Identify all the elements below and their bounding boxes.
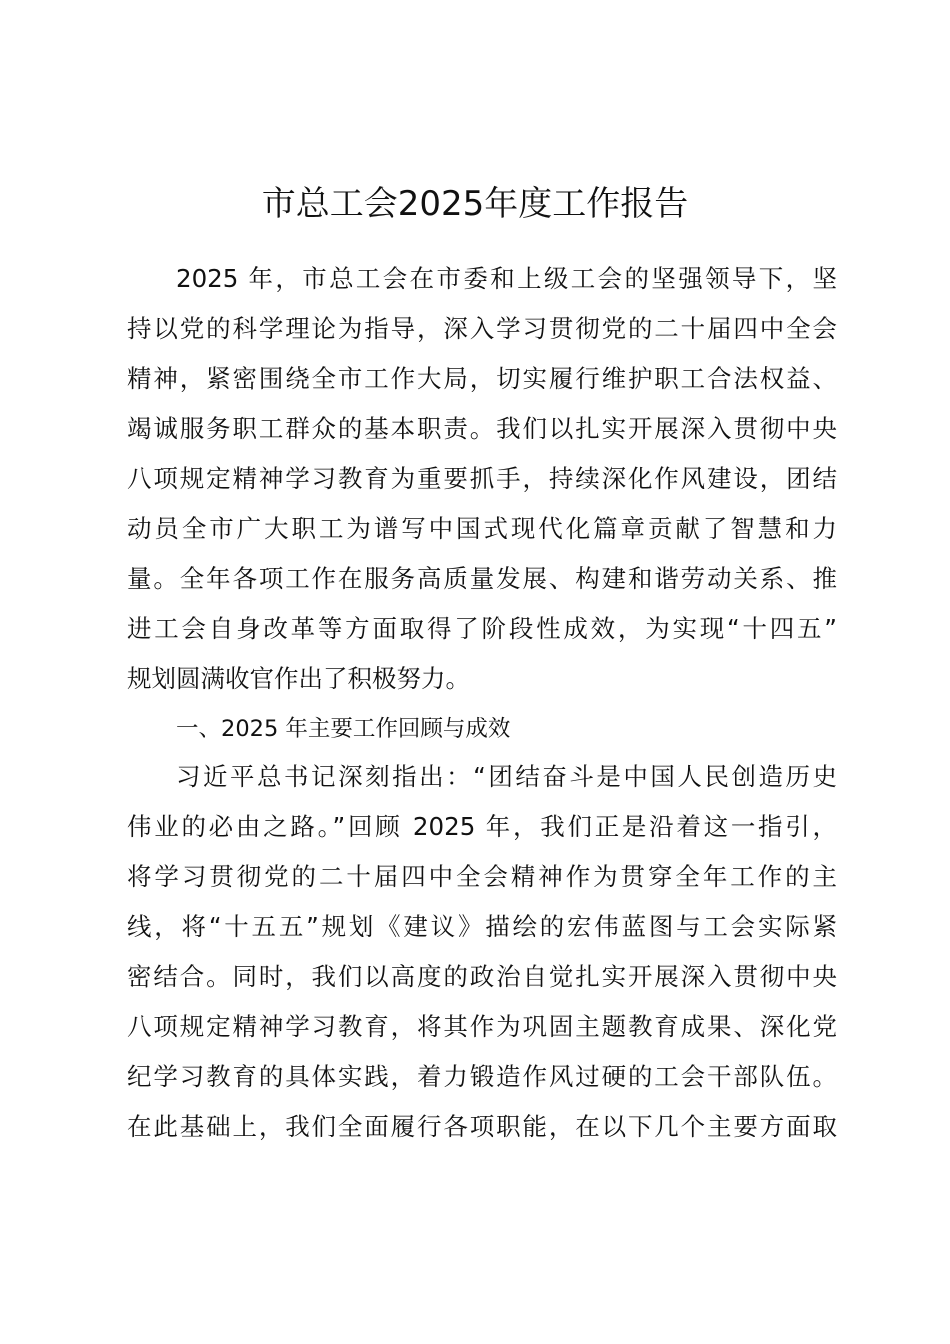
paragraph-3-line-4: 线，将“十五五”规划《建议》描绘的宏伟蓝图与工会实际紧 — [127, 912, 837, 941]
paragraph-3-line-6: 八项规定精神学习教育，将其作为巩固主题教育成果、深化党 — [127, 1012, 837, 1041]
document-title: 市总工会2025年度工作报告 — [261, 184, 689, 224]
paragraph-3-line-3: 将学习贯彻党的二十届四中全会精神作为贯穿全年工作的主 — [127, 862, 837, 891]
paragraph-1-line-3: 精神，紧密围绕全市工作大局，切实履行维护职工合法权益、 — [127, 364, 837, 393]
paragraph-3-line-7: 纪学习教育的具体实践，着力锻造作风过硬的工会干部队伍。 — [127, 1062, 837, 1091]
paragraph-3-line-2: 伟业的必由之路。”回顾 2025 年，我们正是沿着这一指引， — [127, 812, 837, 841]
paragraph-1-line-1: 2025 年，市总工会在市委和上级工会的坚强领导下，坚 — [176, 264, 837, 293]
paragraph-1-line-9: 规划圆满收官作出了积极努力。 — [127, 664, 470, 693]
paragraph-1-line-8: 进工会自身改革等方面取得了阶段性成效，为实现“十四五” — [127, 614, 837, 643]
paragraph-3-line-5: 密结合。同时，我们以高度的政治自觉扎实开展深入贯彻中央 — [127, 962, 837, 991]
paragraph-1-line-4: 竭诚服务职工群众的基本职责。我们以扎实开展深入贯彻中央 — [127, 414, 837, 443]
paragraph-3-line-8: 在此基础上，我们全面履行各项职能，在以下几个主要方面取 — [127, 1112, 837, 1141]
paragraph-1-line-7: 量。全年各项工作在服务高质量发展、构建和谐劳动关系、推 — [127, 564, 837, 593]
paragraph-1-line-6: 动员全市广大职工为谱写中国式现代化篇章贡献了智慧和力 — [127, 514, 837, 543]
paragraph-1-line-5: 八项规定精神学习教育为重要抓手，持续深化作风建设，团结 — [127, 464, 837, 493]
paragraph-1-line-2: 持以党的科学理论为指导，深入学习贯彻党的二十届四中全会 — [127, 314, 837, 343]
section-heading-1: 一、2025 年主要工作回顾与成效 — [176, 716, 511, 742]
paragraph-3-line-1: 习近平总书记深刻指出：“团结奋斗是中国人民创造历史 — [176, 762, 837, 791]
